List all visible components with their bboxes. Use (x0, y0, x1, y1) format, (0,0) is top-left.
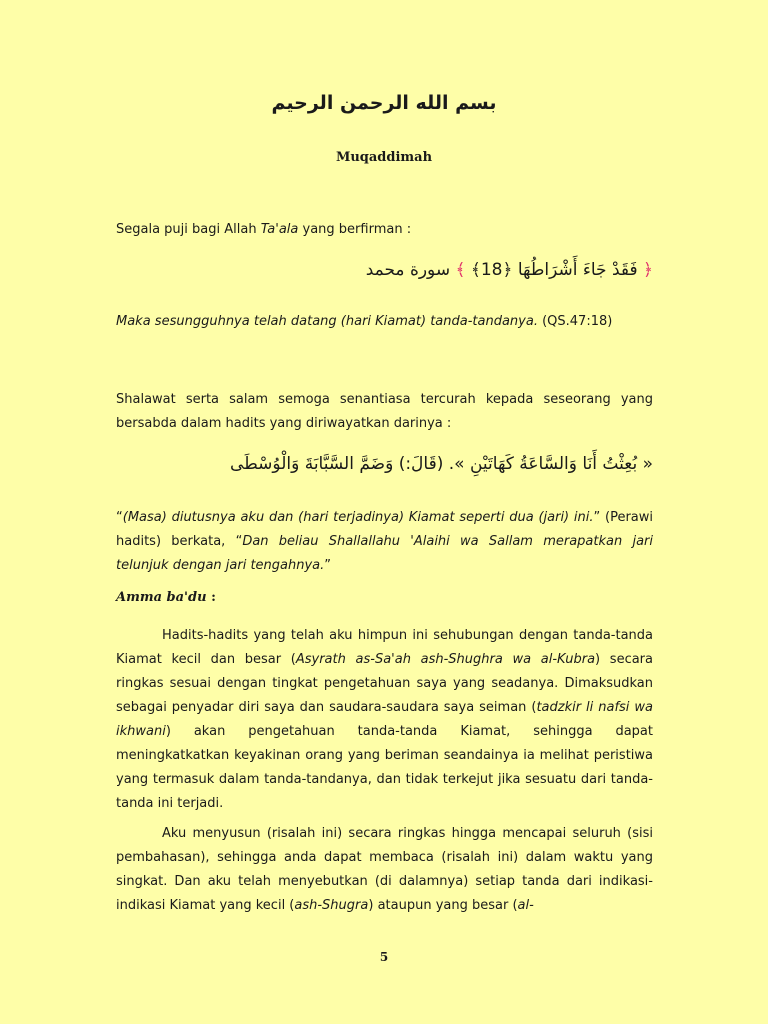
p2-italic-1: ash-Shugra (294, 898, 369, 913)
intro-italic: Ta'ala (260, 222, 299, 237)
page-number: 5 (379, 950, 389, 964)
hadith-italic-1: (Masa) diutusnya aku dan (hari terjadinya) Kiamat seperti dua (jari) ini. (122, 510, 594, 525)
hadith-quote-open: “ (116, 510, 123, 525)
p1-italic-1: Asyrath as-Sa'ah ash-Shughra wa al-Kubra (295, 652, 596, 667)
body-paragraph-2 (116, 822, 653, 918)
surah-name: سورة محمد (365, 260, 451, 280)
p2-italic-2: al- (517, 898, 534, 913)
p1-text-1: Hadits-hadits yang telah aku himpun ini sehubungan dengan tanda-tanda Kiamat kecil dan besar ( (116, 628, 653, 667)
hadith-narrator-text: ” (Perawi hadits) berkata, “ (116, 510, 654, 549)
hadith-quote-close: ” (324, 558, 332, 573)
verse-reference: (QS.47:18) (537, 314, 613, 329)
verse-close-bracket: ﴾ (455, 260, 466, 280)
quran-verse (116, 256, 653, 284)
amma-badu-colon: : (206, 590, 216, 605)
verse-text: فَقَدْ جَاءَ أَشْرَاطُهَا (517, 260, 638, 280)
page-title: Muqaddimah (335, 150, 433, 165)
intro-text: Segala puji bagi Allah (116, 222, 261, 237)
verse-number: ﴿18﴾ (470, 260, 513, 280)
verse-translation (116, 310, 653, 334)
verse-translation-italic: Maka sesungguhnya telah datang (hari Kiamat) tanda-tandanya. (116, 314, 538, 329)
intro-text-after: yang berfirman : (298, 222, 412, 237)
p1-text-2: ) secara ringkas sesuai dengan tingkat pengetahuan saya yang seadanya. Dimaksudkan sebagai penyadar diri saya dan saudara-saudara saya seiman ( (116, 652, 653, 715)
p2-text-2: ) ataupun yang besar ( (368, 898, 518, 913)
intro-line (116, 218, 653, 242)
body-paragraph-1 (116, 624, 653, 816)
p2-text-1: Aku menyusun (risalah ini) secara ringkas hingga mencapai seluruh (sisi pembahasan), sehingga anda dapat membaca (risalah ini) dalam waktu yang singkat. Dan aku telah menyebutkan (di dalamnya) setiap tanda dari indikasi-indikasi Kiamat yang kecil ( (116, 826, 653, 913)
amma-badu-italic: Amma ba'du (116, 590, 207, 605)
verse-open-bracket: ﴿ (643, 260, 653, 280)
basmala-heading: بسم الله الرحمن الرحيم (271, 92, 497, 114)
shalawat-paragraph: Shalawat serta salam semoga senantiasa tercurah kepada seseorang yang bersabda dalam hadits yang diriwayatkan darinya : (116, 392, 653, 431)
amma-badu-heading (116, 590, 216, 605)
hadith-italic-2: Dan beliau Shallallahu 'Alaihi wa Sallam merapatkan jari telunjuk dengan jari tengahnya. (116, 534, 653, 573)
hadith-translation (116, 506, 653, 578)
p1-text-3: ) akan pengetahuan tanda-tanda Kiamat, sehingga dapat meningkatkatkan keyakinan orang yang beriman seandainya ia melihat peristiwa yang termasuk dalam tanda-tandanya, dan tidak terkejut jika sesuatu dari tanda-tanda ini terjadi. (116, 724, 653, 811)
p1-italic-2: tadzkir li nafsi wa ikhwani (116, 700, 653, 739)
hadith-arabic: « بُعِثْتُ أَنَا وَالسَّاعَةُ كَهَاتَيْنِ ». (قَالَ:) وَضَمَّ السَّبَّابَةَ وَالْوُسْطَى (230, 454, 653, 474)
